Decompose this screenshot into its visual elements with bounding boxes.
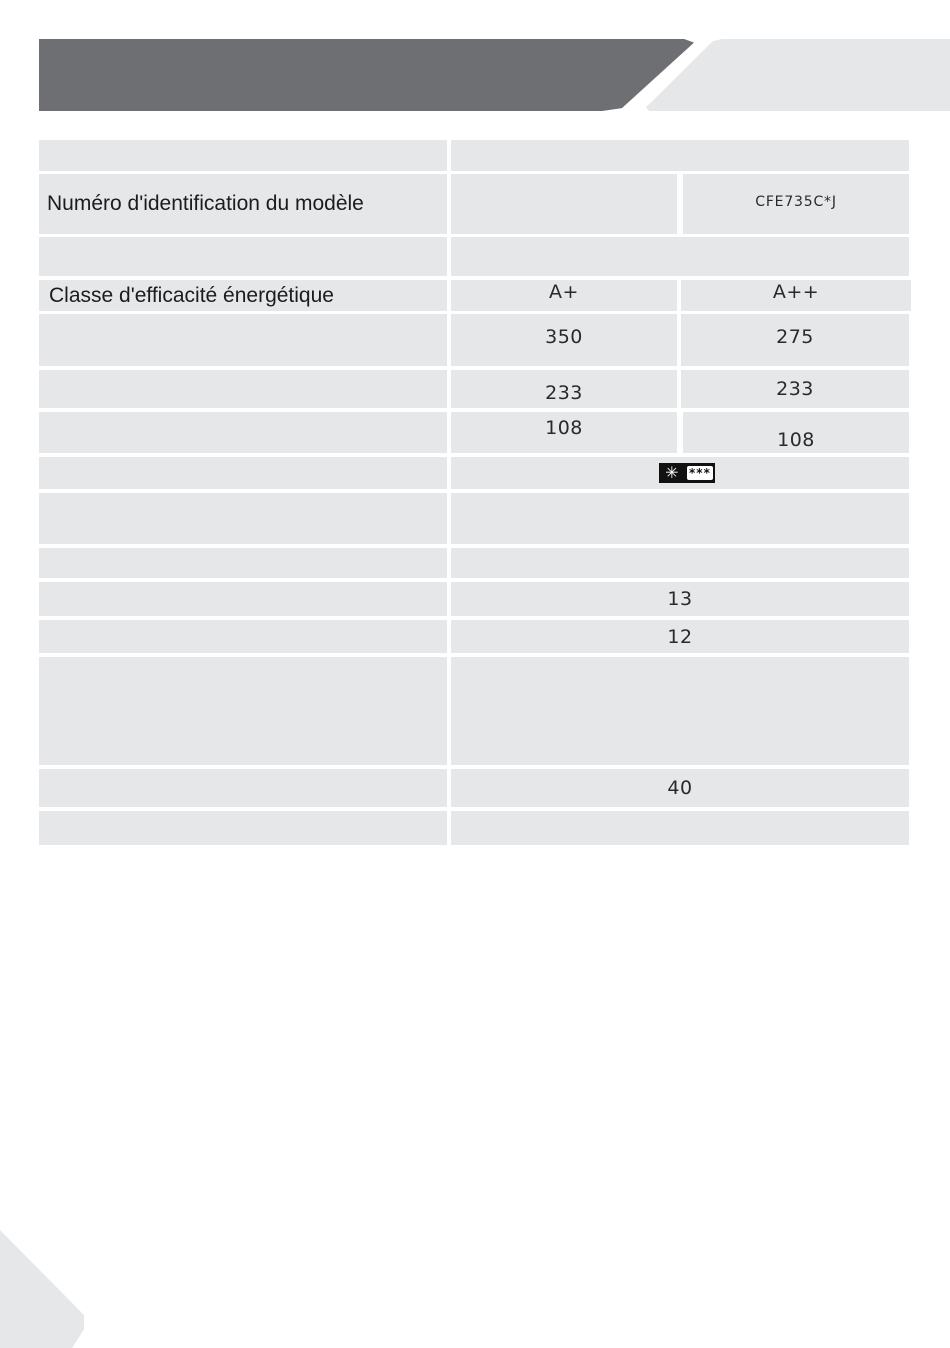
value-12: 12 <box>451 620 909 653</box>
energy-class-a: A+ <box>451 280 677 311</box>
row-7-label <box>39 412 447 453</box>
row-10-label <box>39 548 447 578</box>
row-1-label <box>39 140 447 171</box>
consumption-a: 350 <box>451 314 677 366</box>
snowflake-icon: ✳ <box>665 463 680 482</box>
row-9-label <box>39 493 447 544</box>
row-6-label <box>39 370 447 408</box>
energy-class-b: A++ <box>681 280 911 311</box>
freezer-volume-a: 108 <box>451 412 677 453</box>
row-15-value <box>451 811 909 845</box>
row-15-label <box>39 811 447 845</box>
row-10-value <box>451 548 909 578</box>
three-star-icon: *** <box>689 466 711 480</box>
row-1-value <box>451 140 909 171</box>
freezer-volume-b: 108 <box>683 412 909 453</box>
page-corner-decoration <box>0 1230 84 1348</box>
fridge-volume-a: 233 <box>451 370 677 408</box>
freezer-star-rating <box>659 463 715 483</box>
row-8-label <box>39 457 447 489</box>
fridge-volume-b: 233 <box>681 370 909 408</box>
energy-class-label: Classe d'efficacité énergétique <box>39 280 447 311</box>
row-3-value <box>451 237 909 276</box>
row-13-value <box>451 657 909 765</box>
row-13-label <box>39 657 447 765</box>
row-3-label <box>39 237 447 276</box>
value-13: 13 <box>451 582 909 616</box>
header-banner <box>39 39 694 111</box>
header-tab-shape <box>646 39 950 111</box>
value-40: 40 <box>451 769 909 807</box>
row-12-label <box>39 620 447 653</box>
model-id-value: CFE735C*J <box>683 174 909 234</box>
star-rating-cell <box>451 457 909 489</box>
row-14-label <box>39 769 447 807</box>
consumption-b: 275 <box>681 314 909 366</box>
row-11-label <box>39 582 447 616</box>
model-id-empty <box>451 174 677 234</box>
row-5-label <box>39 314 447 366</box>
model-id-label: Numéro d'identification du modèle <box>39 174 447 234</box>
row-9-value <box>451 493 909 544</box>
